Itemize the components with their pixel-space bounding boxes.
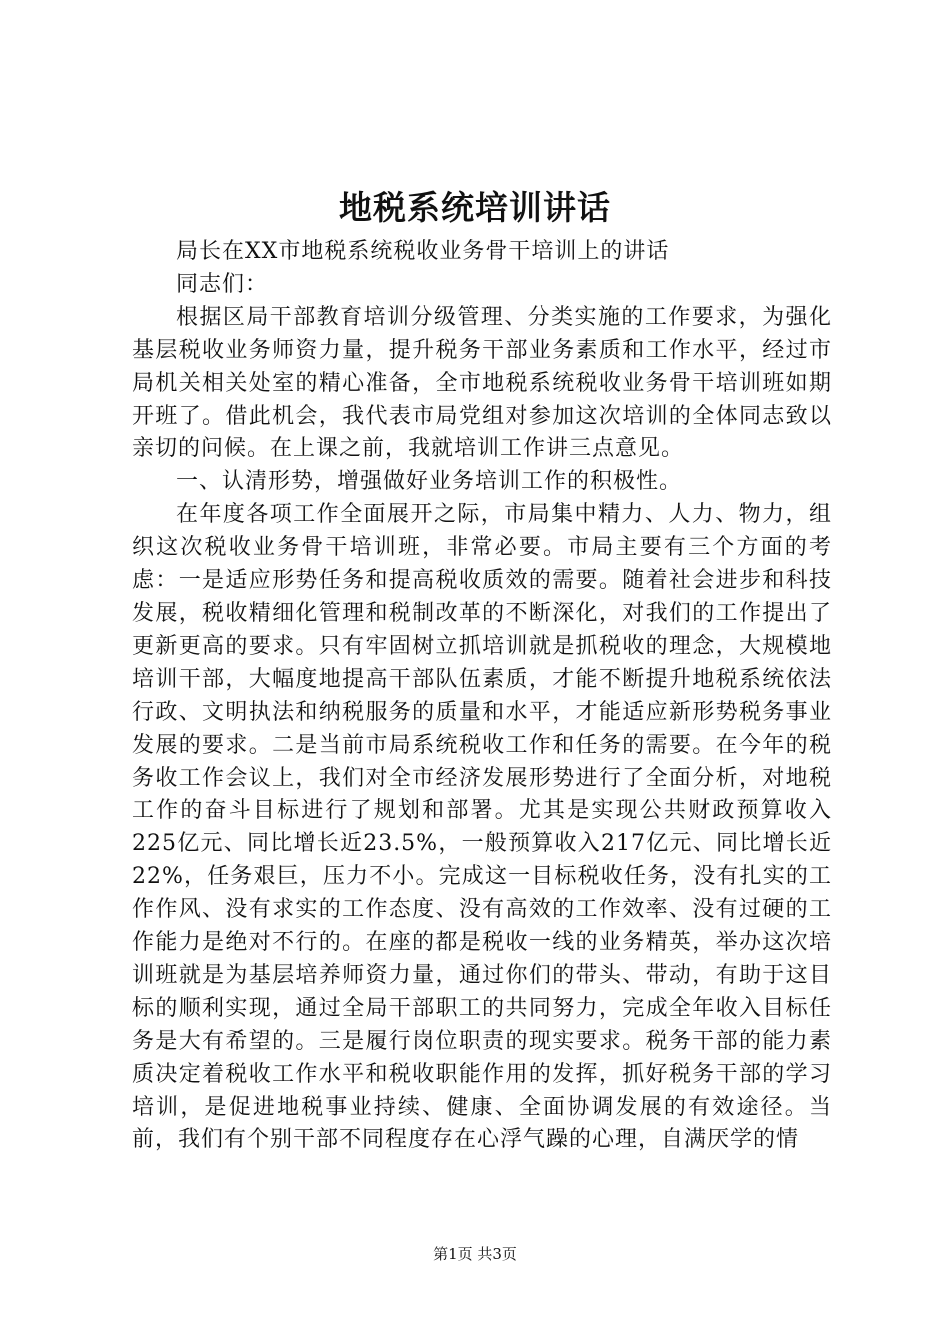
- speech-subtitle: 局长在XX市地税系统税收业务骨干培训上的讲话: [176, 239, 670, 264]
- section-heading: 一、认清形势，增强做好业务培训工作的积极性。: [176, 469, 683, 495]
- body-paragraph: 根据区局干部教育培训分级管理、分类实施的工作要求，为强化基层税收业务师资力量，提升税务干部业务素质和工作水平，经过市局机关相关处室的精心准备，全市地税系统税收业务骨干培训班如期开班了。借此机会，我代表市局党组对参加这次培训的全体同志致以亲切的问候。在上课之前，我就培训工作讲三点意见。: [132, 304, 832, 462]
- document-body: [132, 236, 832, 1157]
- page-number-footer: 第1页 共3页: [433, 1245, 517, 1263]
- body-paragraph: 在年度各项工作全面展开之际，市局集中精力、人力、物力，组织这次税收业务骨干培训班，非常必要。市局主要有三个方面的考虑：一是适应形势任务和提高税收质效的需要。随着社会进步和科技发展，税收精细化管理和税制改革的不断深化，对我们的工作提出了更新更高的要求。只有牢固树立抓培训就是抓税收的理念，大规模地培训干部，大幅度地提高干部队伍素质，才能不断提升地税系统依法行政、文明执法和纳税服务的质量和水平，才能适应新形势税务事业发展的要求。二是当前市局系统税收工作和任务的需要。在今年的税务收工作会议上，我们对全市经济发展形势进行了全面分析，对地税工作的奋斗目标进行了规划和部署。尤其是实现公共财政预算收入225亿元、同比增长近23.5%，一般预算收入217亿元、同比增长近22%，任务艰巨，压力不小。完成这一目标税收任务，没有扎实的工作作风、没有求实的工作态度、没有高效的工作效率、没有过硬的工作能力是绝对不行的。在座的都是税收一线的业务精英，举办这次培训班就是为基层培养师资力量，通过你们的带头、带动，有助于这目标的顺利实现，通过全局干部职工的共同努力，完成全年收入目标任务是大有希望的。三是履行岗位职责的现实要求。税务干部的能力素质决定着税收工作水平和税收职能作用的发挥，抓好税务干部的学习培训，是促进地税事业持续、健康、全面协调发展的有效途径。当前，我们有个别干部不同程度存在心浮气躁的心理，自满厌学的情: [132, 502, 832, 1153]
- salutation: 同志们：: [176, 271, 269, 297]
- document-title: 地税系统培训讲话: [339, 188, 611, 227]
